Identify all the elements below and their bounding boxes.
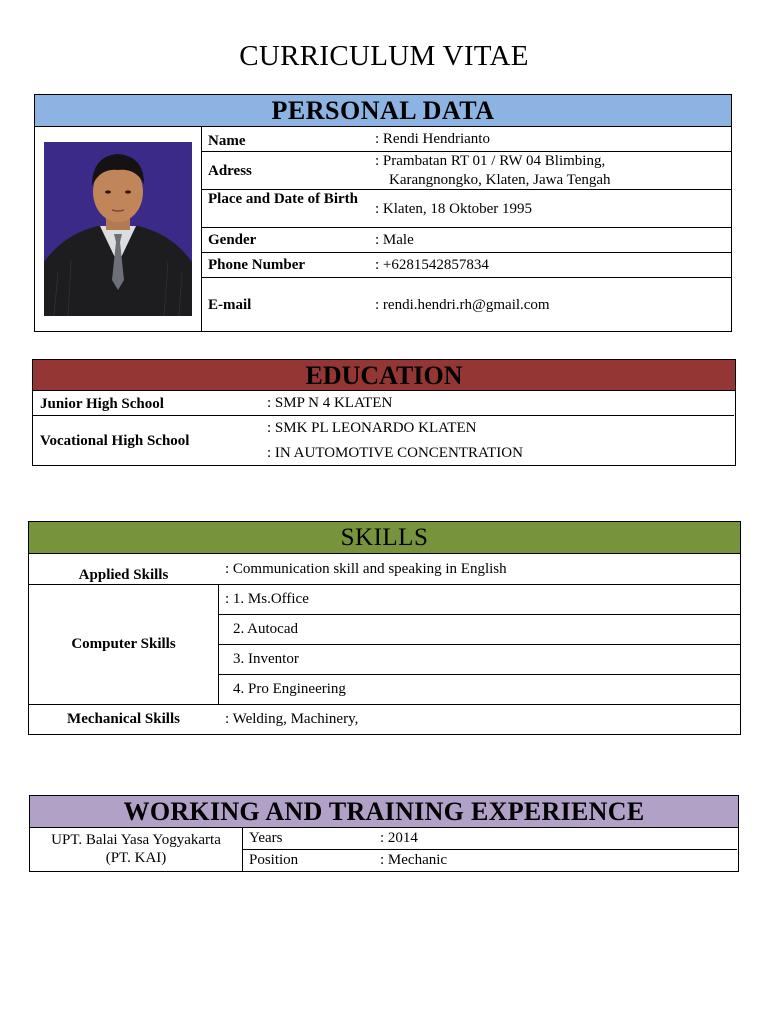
address-label: Adress — [208, 163, 252, 179]
phone-value: : +6281542857834 — [375, 257, 489, 273]
years-label: Years — [249, 830, 283, 846]
computer-skill-item: 3. Inventor — [233, 651, 299, 667]
position-value: : Mechanic — [380, 852, 448, 868]
applied-skills-value: : Communication skill and speaking in English — [225, 561, 507, 577]
years-value: : 2014 — [380, 830, 418, 846]
email-value: : rendi.hendri.rh@gmail.com — [375, 297, 550, 313]
profile-photo — [44, 142, 192, 316]
skills-heading: SKILLS — [29, 522, 740, 554]
birth-value: : Klaten, 18 Oktober 1995 — [375, 201, 533, 217]
position-label: Position — [249, 852, 299, 868]
junior-high-label: Junior High School — [40, 396, 164, 412]
education-heading: EDUCATION — [33, 360, 735, 391]
birth-label: Place and Date of Birth — [208, 191, 358, 207]
workplace-line1: UPT. Balai Yasa Yogyakarta — [51, 832, 221, 848]
vocational-high-label: Vocational High School — [40, 433, 190, 449]
address-value-line2: Karangnongko, Klaten, Jawa Tengah — [389, 172, 611, 188]
address-value-line1: : Prambatan RT 01 / RW 04 Blimbing, — [375, 153, 606, 169]
education-section — [32, 359, 736, 466]
name-value: : Rendi Hendrianto — [375, 131, 490, 147]
mechanical-skills-value: : Welding, Machinery, — [225, 711, 359, 727]
workplace-line2: (PT. KAI) — [105, 850, 167, 866]
gender-label: Gender — [208, 232, 257, 248]
mechanical-skills-label: Mechanical Skills — [67, 711, 180, 727]
personal-data-heading: PERSONAL DATA — [35, 95, 731, 127]
work-experience-heading: WORKING AND TRAINING EXPERIENCE — [30, 796, 738, 828]
document-title: CURRICULUM VITAE — [239, 40, 529, 72]
computer-skill-item: 4. Pro Engineering — [233, 681, 346, 697]
personal-data-section — [34, 94, 732, 332]
computer-skill-item: : 1. Ms.Office — [225, 591, 309, 607]
applied-skills-label: Applied Skills — [78, 567, 169, 583]
computer-skill-item: 2. Autocad — [233, 621, 298, 637]
junior-high-value: : SMP N 4 KLATEN — [267, 395, 393, 411]
skills-section — [28, 521, 741, 735]
name-label: Name — [208, 133, 246, 149]
phone-label: Phone Number — [208, 257, 306, 273]
work-experience-section — [29, 795, 739, 872]
vocational-high-value-2: : IN AUTOMOTIVE CONCENTRATION — [267, 445, 523, 461]
vocational-high-value-1: : SMK PL LEONARDO KLATEN — [267, 420, 477, 436]
gender-value: : Male — [375, 232, 414, 248]
email-label: E-mail — [208, 297, 252, 313]
computer-skills-label: Computer Skills — [71, 636, 176, 652]
